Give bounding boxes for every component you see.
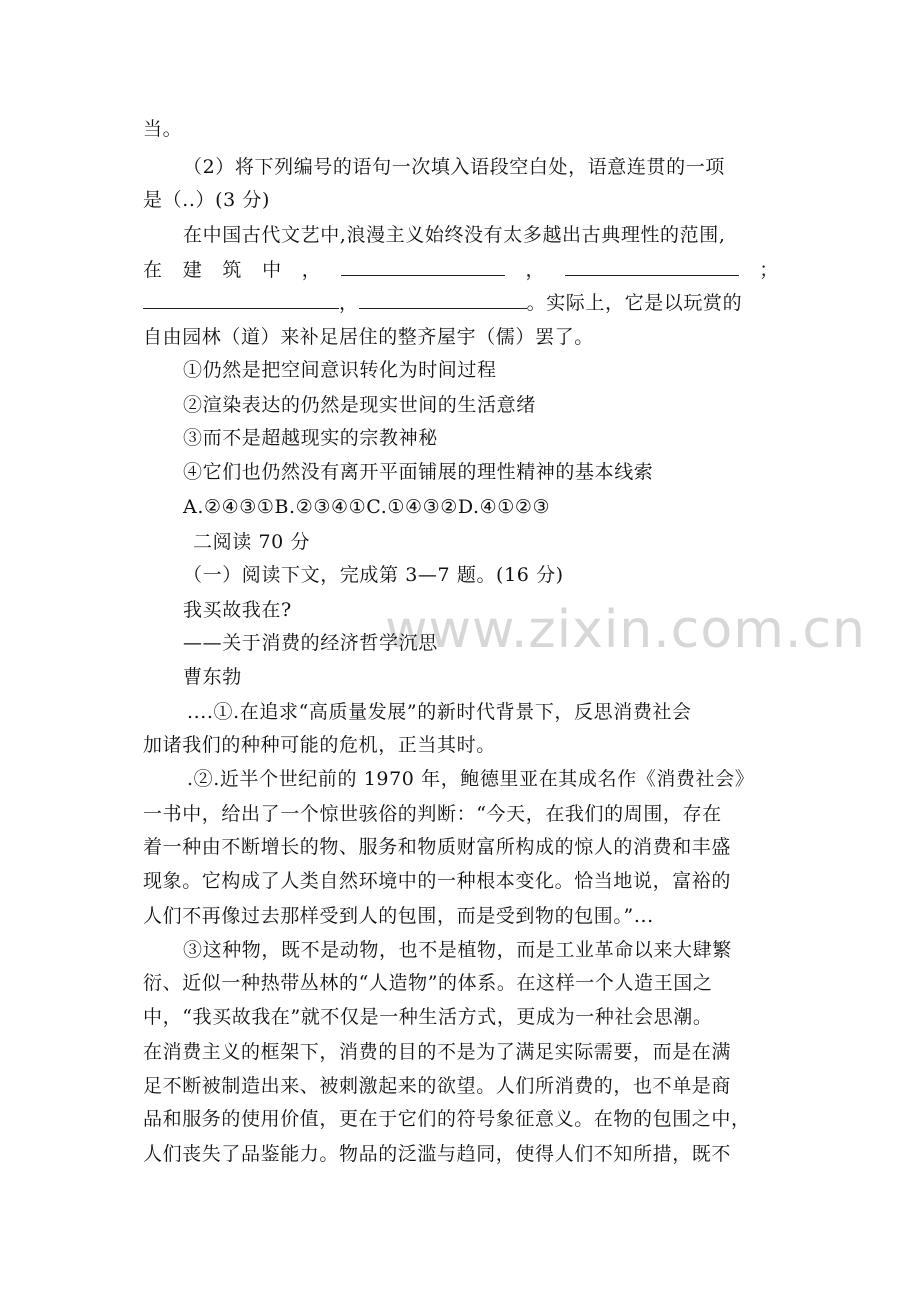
paragraph-line: 足不断被制造出来、被刺激起来的欲望。人们所消费的，也不单是商 — [143, 1075, 732, 1097]
option-sentence-3: ③而不是超越现实的宗教神秘 — [183, 427, 438, 449]
answer-blank — [341, 255, 505, 276]
paragraph-line: 人们丧失了品鉴能力。物品的泛滥与趋同，使得人们不知所措，既不 — [143, 1143, 732, 1165]
char: 在 — [143, 259, 163, 281]
answer-blank — [359, 288, 527, 309]
watermark: www.zixin.com.cn — [385, 600, 866, 660]
option-sentence-2: ②渲染表达的仍然是现实世间的生活意绪 — [183, 394, 536, 416]
char: ， — [339, 292, 359, 314]
paragraph-line: 在消费主义的框架下，消费的目的不是为了满足实际需要，而是在满 — [143, 1041, 732, 1063]
answer-blank — [143, 288, 339, 309]
char: 建 — [182, 259, 203, 281]
option-sentence-4: ④它们也仍然没有离开平面铺展的理性精神的基本线索 — [183, 461, 654, 483]
paragraph-line: ....①.在追求“高质量发展”的新时代背景下，反思消费社会 — [187, 701, 692, 723]
text-line: 当。 — [143, 118, 183, 140]
paragraph-line: 品和服务的使用价值，更在于它们的符号象征意义。在物的包围之中， — [143, 1108, 751, 1130]
char: 中 — [262, 259, 282, 281]
char: ， — [301, 259, 322, 281]
answer-blank — [565, 255, 739, 276]
paragraph-line: 衍、近似一种热带丛林的“人造物”的体系。在这样一个人造王国之 — [143, 972, 713, 994]
paragraph-line: ③这种物，既不是动物，也不是植物，而是工业革命以来大肆繁 — [183, 939, 732, 961]
char: 筑 — [222, 259, 242, 281]
question-2-prompt: （2）将下列编号的语句一次填入语段空白处，语意连贯的一项 — [183, 156, 725, 178]
text-line: 是（..）(3 分) — [143, 189, 271, 211]
paragraph-line: 着一种由不断增长的物、服务和物质财富所构成的惊人的消费和丰盛 — [143, 836, 732, 858]
reading-instruction: （一）阅读下文，完成第 3—7 题。(16 分) — [183, 564, 564, 586]
char: ； — [759, 259, 779, 281]
option-sentence-1: ①仍然是把空间意识转化为时间过程 — [183, 359, 497, 381]
article-author: 曹东勃 — [183, 666, 242, 688]
paragraph-line: 自由园林（道）来补足居住的整齐屋宇（儒）罢了。 — [143, 326, 594, 348]
paragraph-line: 人们不再像过去那样受到人的包围，而是受到物的包围。”... — [143, 905, 654, 927]
paragraph-line: 中，“我买故我在”就不仅是一种生活方式，更成为一种社会思潮。 — [143, 1006, 713, 1028]
section-heading: 二阅读 70 分 — [193, 531, 311, 553]
article-title: 我买故我在? — [183, 599, 292, 621]
fill-blank-line — [143, 255, 779, 285]
fill-blank-line — [143, 288, 742, 318]
paragraph-line: 加诸我们的种种可能的危机，正当其时。 — [143, 734, 496, 756]
text-run: 。实际上，它是以玩赏的 — [526, 292, 743, 314]
paragraph-line: .②.近半个世纪前的 1970 年，鲍德里亚在其成名作《消费社会》 — [187, 768, 755, 790]
paragraph-line: 现象。它构成了人类自然环境中的一种根本变化。恰当地说，富裕的 — [143, 870, 732, 892]
article-subtitle: ——关于消费的经济哲学沉思 — [183, 632, 438, 654]
paragraph-line: 一书中，给出了一个惊世骇俗的判断：“今天，在我们的周围，存在 — [143, 803, 722, 825]
char: ， — [525, 259, 546, 281]
paragraph-line: 在中国古代文艺中,浪漫主义始终没有太多越出古典理性的范围, — [183, 224, 726, 246]
answer-choices: A.②④③①B.②③④①C.①④③②D.④①②③ — [183, 496, 551, 518]
